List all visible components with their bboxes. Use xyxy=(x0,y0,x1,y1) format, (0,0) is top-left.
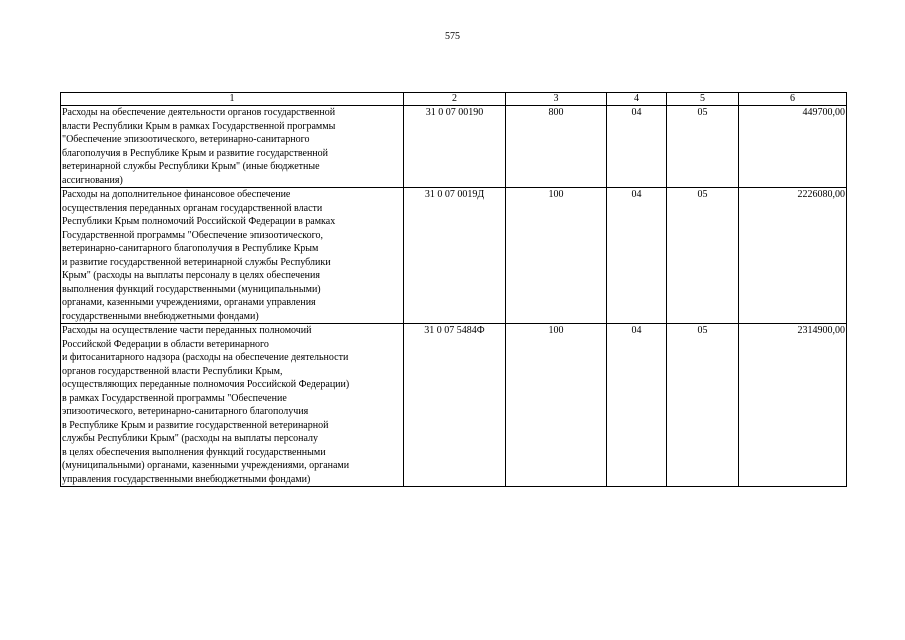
row-target-code: 31 0 07 5484Ф xyxy=(404,324,506,487)
row-expense-type: 100 xyxy=(506,188,607,324)
row-section: 04 xyxy=(607,324,667,487)
column-header-3: 3 xyxy=(506,93,607,106)
column-header-1: 1 xyxy=(61,93,404,106)
column-header-4: 4 xyxy=(607,93,667,106)
row-section: 04 xyxy=(607,188,667,324)
budget-table xyxy=(60,92,847,487)
row-amount: 2314900,00 xyxy=(739,324,847,487)
row-expense-type: 800 xyxy=(506,106,607,188)
column-header-6: 6 xyxy=(739,93,847,106)
row-expense-type: 100 xyxy=(506,324,607,487)
row-description: Расходы на осуществление части переданных полномочий Российской Федерации в области ветеринарного и фитосанитарного надзора (расходы на обеспечение деятельности органов государственной власти Республики Крым, осуществляющих переданные полномочия Российской Федерации) в рамках Государственной программы "Обеспечение эпизоотического, ветеринарно-санитарного благополучия в Республике Крым и развитие государственной ветеринарной службы Республики Крым" (расходы на выплаты персоналу в целях обеспечения выполнения функций государственными (муниципальными) органами, казенными учреждениями, органами управления государственными внебюджетными фондами) xyxy=(61,324,404,487)
page-number: 575 xyxy=(445,31,460,42)
column-header-5: 5 xyxy=(667,93,739,106)
row-subsection: 05 xyxy=(667,106,739,188)
row-description: Расходы на дополнительное финансовое обеспечение осуществления переданных органам государственной власти Республики Крым полномочий Российской Федерации в рамках Государственной программы "Обеспечение эпизоотического, ветеринарно-санитарного благополучия в Республике Крым и развитие государственной ветеринарной службы Республики Крым" (расходы на выплаты персоналу в целях обеспечения выполнения функций государственными (муниципальными) органами, казенными учреждениями, органами управления государственными внебюджетными фондами) xyxy=(61,188,404,324)
row-description: Расходы на обеспечение деятельности органов государственной власти Республики Крым в рамках Государственной программы "Обеспечение эпизоотического, ветеринарно-санитарного благополучия в Республике Крым и развитие государственной ветеринарной службы Республики Крым" (иные бюджетные ассигнования) xyxy=(61,106,404,188)
table-row xyxy=(61,106,847,188)
row-amount: 449700,00 xyxy=(739,106,847,188)
row-target-code: 31 0 07 00190 xyxy=(404,106,506,188)
row-subsection: 05 xyxy=(667,324,739,487)
row-amount: 2226080,00 xyxy=(739,188,847,324)
table-header-row xyxy=(61,93,847,106)
row-target-code: 31 0 07 0019Д xyxy=(404,188,506,324)
table-row xyxy=(61,324,847,487)
column-header-2: 2 xyxy=(404,93,506,106)
row-section: 04 xyxy=(607,106,667,188)
table-row xyxy=(61,188,847,324)
row-subsection: 05 xyxy=(667,188,739,324)
